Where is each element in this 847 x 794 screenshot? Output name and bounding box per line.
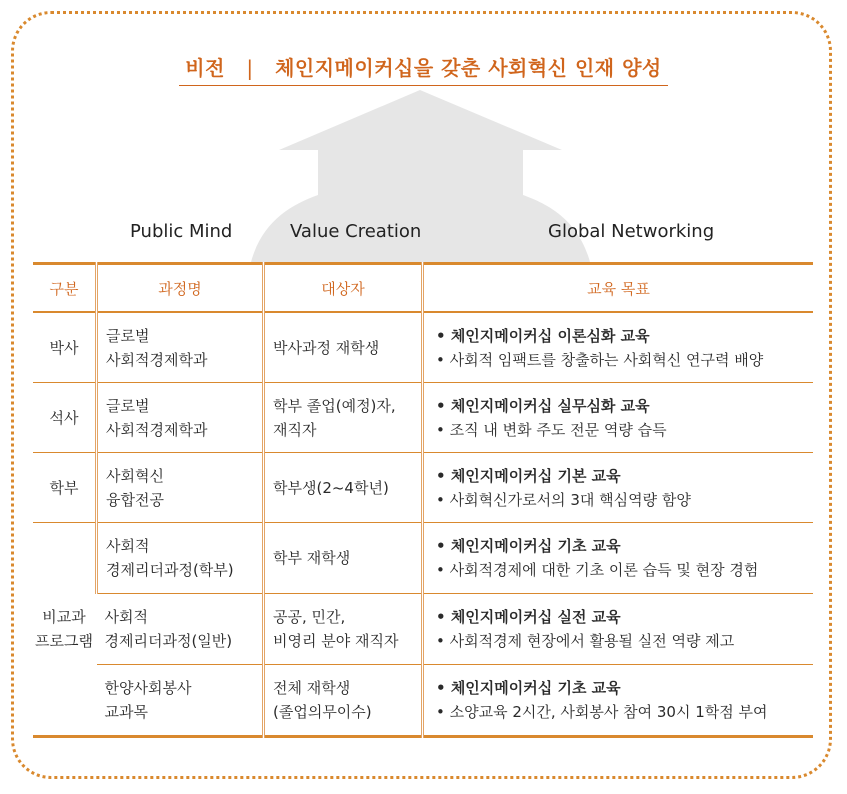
target-line: 공공, 민간, — [273, 608, 346, 626]
course-line: 융합전공 — [106, 490, 164, 509]
goal-sub: • 사회적경제에 대한 기초 이론 습득 및 현장 경험 — [436, 558, 805, 582]
vision-text: 체인지메이커십을 갖춘 사회혁신 인재 양성 — [275, 56, 662, 80]
row-course — [97, 594, 264, 665]
course-line: 교과목 — [104, 703, 148, 721]
target-line: (졸업의무이수) — [273, 703, 372, 721]
row-course — [97, 312, 264, 383]
goal-sub: • 사회적 임팩트를 창출하는 사회혁신 연구력 배양 — [436, 348, 805, 372]
goal-main: • 체인지메이커십 기초 교육 — [436, 676, 805, 700]
course-line: 사회적경제학과 — [106, 420, 208, 439]
row-target — [264, 523, 423, 594]
curriculum-table — [33, 262, 813, 738]
course-line: 사회적 — [106, 537, 150, 555]
course-line: 사회적경제학과 — [106, 350, 208, 369]
goal-main: • 체인지메이커십 실전 교육 — [436, 605, 805, 629]
row-goal — [423, 594, 814, 665]
table-row — [33, 594, 813, 665]
row-goal — [423, 523, 814, 594]
course-line: 글로벌 — [106, 326, 150, 345]
table-row — [33, 312, 813, 383]
category-line: 비교과 — [42, 608, 86, 626]
course-line: 경제리더과정(학부) — [106, 561, 234, 579]
goal-sub: • 소양교육 2시간, 사회봉사 참여 30시 1학점 부여 — [436, 700, 805, 724]
target-line: 학부 졸업(예정)자, — [273, 396, 396, 415]
category-line: 프로그램 — [35, 632, 93, 650]
target-line: 비영리 분야 재직자 — [273, 632, 399, 650]
row-target — [264, 383, 423, 453]
goal-main: • 체인지메이커십 이론심화 교육 — [436, 324, 805, 348]
row-course — [97, 453, 264, 523]
goal-main: • 체인지메이커십 실무심화 교육 — [436, 394, 805, 418]
row-target — [264, 453, 423, 523]
row-category — [33, 523, 97, 737]
up-arrow-graphic — [0, 0, 847, 270]
value-creation: Value Creation — [290, 221, 422, 242]
row-goal — [423, 383, 814, 453]
row-goal — [423, 665, 814, 737]
value-global-networking: Global Networking — [548, 221, 715, 242]
course-line: 사회혁신 — [106, 466, 164, 485]
table-row — [33, 523, 813, 594]
target-line: 전체 재학생 — [273, 679, 351, 697]
row-target — [264, 312, 423, 383]
course-line: 한양사회봉사 — [104, 679, 192, 697]
table-header-row — [33, 264, 813, 313]
course-line: 글로벌 — [106, 396, 150, 415]
course-line: 사회적 — [104, 608, 148, 626]
vision-separator: | — [246, 56, 254, 80]
row-goal — [423, 453, 814, 523]
goal-sub: • 사회혁신가로서의 3대 핵심역량 함양 — [436, 488, 805, 512]
course-line: 경제리더과정(일반) — [104, 632, 233, 650]
goal-sub: • 조직 내 변화 주도 전문 역량 습득 — [436, 418, 805, 442]
row-target — [264, 594, 423, 665]
goal-sub: • 사회적경제 현장에서 활용될 실전 역량 제고 — [436, 629, 805, 653]
row-category: 학부 — [33, 453, 97, 523]
header-target: 대상자 — [264, 264, 423, 313]
header-course: 과정명 — [97, 264, 264, 313]
table-row — [33, 383, 813, 453]
row-course — [97, 383, 264, 453]
target-line: 학부생(2~4학년) — [273, 478, 389, 497]
goal-main: • 체인지메이커십 기초 교육 — [436, 534, 805, 558]
header-goal: 교육 목표 — [423, 264, 814, 313]
target-line: 박사과정 재학생 — [273, 338, 380, 357]
value-public-mind: Public Mind — [130, 221, 233, 242]
target-line: 학부 재학생 — [273, 549, 351, 567]
row-category: 박사 — [33, 312, 97, 383]
row-goal — [423, 312, 814, 383]
header-category: 구분 — [33, 264, 97, 313]
row-category: 석사 — [33, 383, 97, 453]
row-course — [97, 523, 264, 594]
row-course — [97, 665, 264, 737]
target-line: 재직자 — [273, 420, 317, 439]
vision-label: 비전 — [185, 56, 225, 80]
row-target — [264, 665, 423, 737]
goal-main: • 체인지메이커십 기본 교육 — [436, 464, 805, 488]
table-row — [33, 453, 813, 523]
table-row — [33, 665, 813, 737]
